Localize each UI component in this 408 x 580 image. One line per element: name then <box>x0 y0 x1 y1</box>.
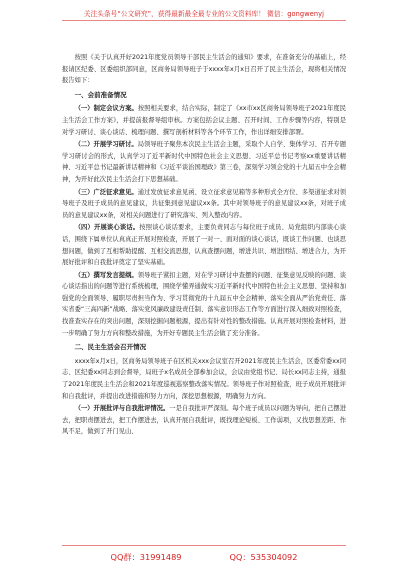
bottom-footer <box>0 545 408 564</box>
section-heading: 一、会前准备情况 <box>74 90 127 99</box>
item-body: 一是自我批评严深刻。每个班子成员以问题为导向，把自己摆进去，把职责摆进去，把工作摆进去，认真开展自我批评，既找理论短板、工作弱项，又找思想差距、作风不足，做到了开门见山、 <box>62 405 347 436</box>
section-item <box>62 187 346 222</box>
item-body: 按照谈心谈话要求，主要负责同志与每位班子成员、局党组织内部谈心谈话，围绕下属单位认真真正开展对照检查，开展了一对一、面对面的谈心谈话，既谈工作问题、也谈思想问题，做到了互相帮助提醒、互相交流思想，认真查摆问题，增进共识、增进团结、增进合力，为开展好批评和自我批评奠定了坚实基础。 <box>62 224 347 267</box>
section-item <box>62 139 346 185</box>
item-title: （一）开展批评与自我批评情况。 <box>74 405 170 413</box>
item-body: 领导班子紧扣主题，对在学习研讨中查摆的问题、征集意见反映的问题、谈心谈话指出的问题等进行系统梳理，围绕学懂弄通做实习近平新时代中国特色社会主义思想、坚持和加强党的全面领导、履职尽责担当作为、学习贯彻党的十九届五中全会精神、落实全面从严治党责任、落实省委“三高四新”战略、落实党风廉政建设责任制、落实意识形态工作等方面进行深入细致对照检查，找准查实存在的突出问题，深刻挖掘问题根源，提出有针对性的整改措施。认真开展对照检查材料，进一步明确了努力方向和整改措施，为开好专题民主生活会做了充分准备。 <box>62 271 347 337</box>
item-title: （三）广泛征求意见。 <box>74 188 138 196</box>
item-title: （二）开展学习研讨。 <box>74 141 138 149</box>
qq-group-text: QQ群：31991489 <box>110 552 182 562</box>
footer-divider <box>62 545 346 546</box>
section-item <box>62 403 346 438</box>
item-body: 局领导班子聚焦本次民主生活会主题，采取个人自学、集体学习、召开专题学习研讨会的形式，认真学习了近平新时代中国特色社会主义思想、习近平总书记考察xx重要讲话精神、习近平总书记最新讲话精神和《习近平谈治国理政》第三卷，深刻学习领会党的十九届五中全会精神，为开好此次民主生活会打下思想基础。 <box>62 141 347 183</box>
banner-divider <box>62 20 346 21</box>
item-body: 通过发放征求意见函、设立征求意见箱等多种形式全方位、多渠道征求对领导班子及班子成员的意见建议，共征集到意见建议xx条。其中对领导班子的意见建议xx条，对班子成员的意见建议xx条，对相关问题进行了研究落实、列入整改内容。 <box>62 188 347 219</box>
top-banner <box>0 0 408 22</box>
banner-text: 关注头条号“公文研究”，获得最新最全最专业的公文资料库！ 微信：gongwenyj <box>83 10 325 18</box>
item-body: 按照相关要求，结合实际，制定了《xx市xx区商务局领导班子2021年度民主生活会工作方案》，并提前报督导组审核。方案包括会议主题、召开时间、工作步骤等内容，特别是对学习研讨、谈心谈话、梳理问题、撰写剖析材料等各个环节工作，作出详细安排部署。 <box>62 105 346 136</box>
section-paragraph: xxxx年x月x日，区商务局领导班子在区机关xxx会议室召开2021年度民主生活会，区委常委xx同志、区纪委xx同志到会督导，局班子x名成员全部参加会议，会议由党组书记、局长xx同志主持，通报了2021年度民主生活会和2021年度巡视巡察整改落实情况。领导班子作对照检查，班子成员开展批评和自我批评，并提出改进措施和努力方向，深挖思想根源，明确努力方向。 <box>62 357 346 400</box>
section-item <box>62 103 346 138</box>
item-title: （五）撰写发言提纲。 <box>74 271 138 279</box>
qq-number-text: QQ：535304092 <box>229 552 298 562</box>
section-item <box>62 270 346 340</box>
item-title: （四）开展谈心谈话。 <box>74 224 140 232</box>
document-body <box>62 52 346 439</box>
item-title: （一）制定会议方案。 <box>74 105 138 113</box>
intro-paragraph: 按照《关于认真开好2021年度党员领导干部民主生活会的通知》要求，在准备充分的基础上，经报请区纪委、区委组织部同意，区商务局领导班子于xxxx年x月x日召开了民主生活会，现将相关情况报告如下： <box>62 54 346 85</box>
section-item <box>62 222 346 268</box>
section-heading: 二、民主生活会召开情况 <box>74 343 147 352</box>
